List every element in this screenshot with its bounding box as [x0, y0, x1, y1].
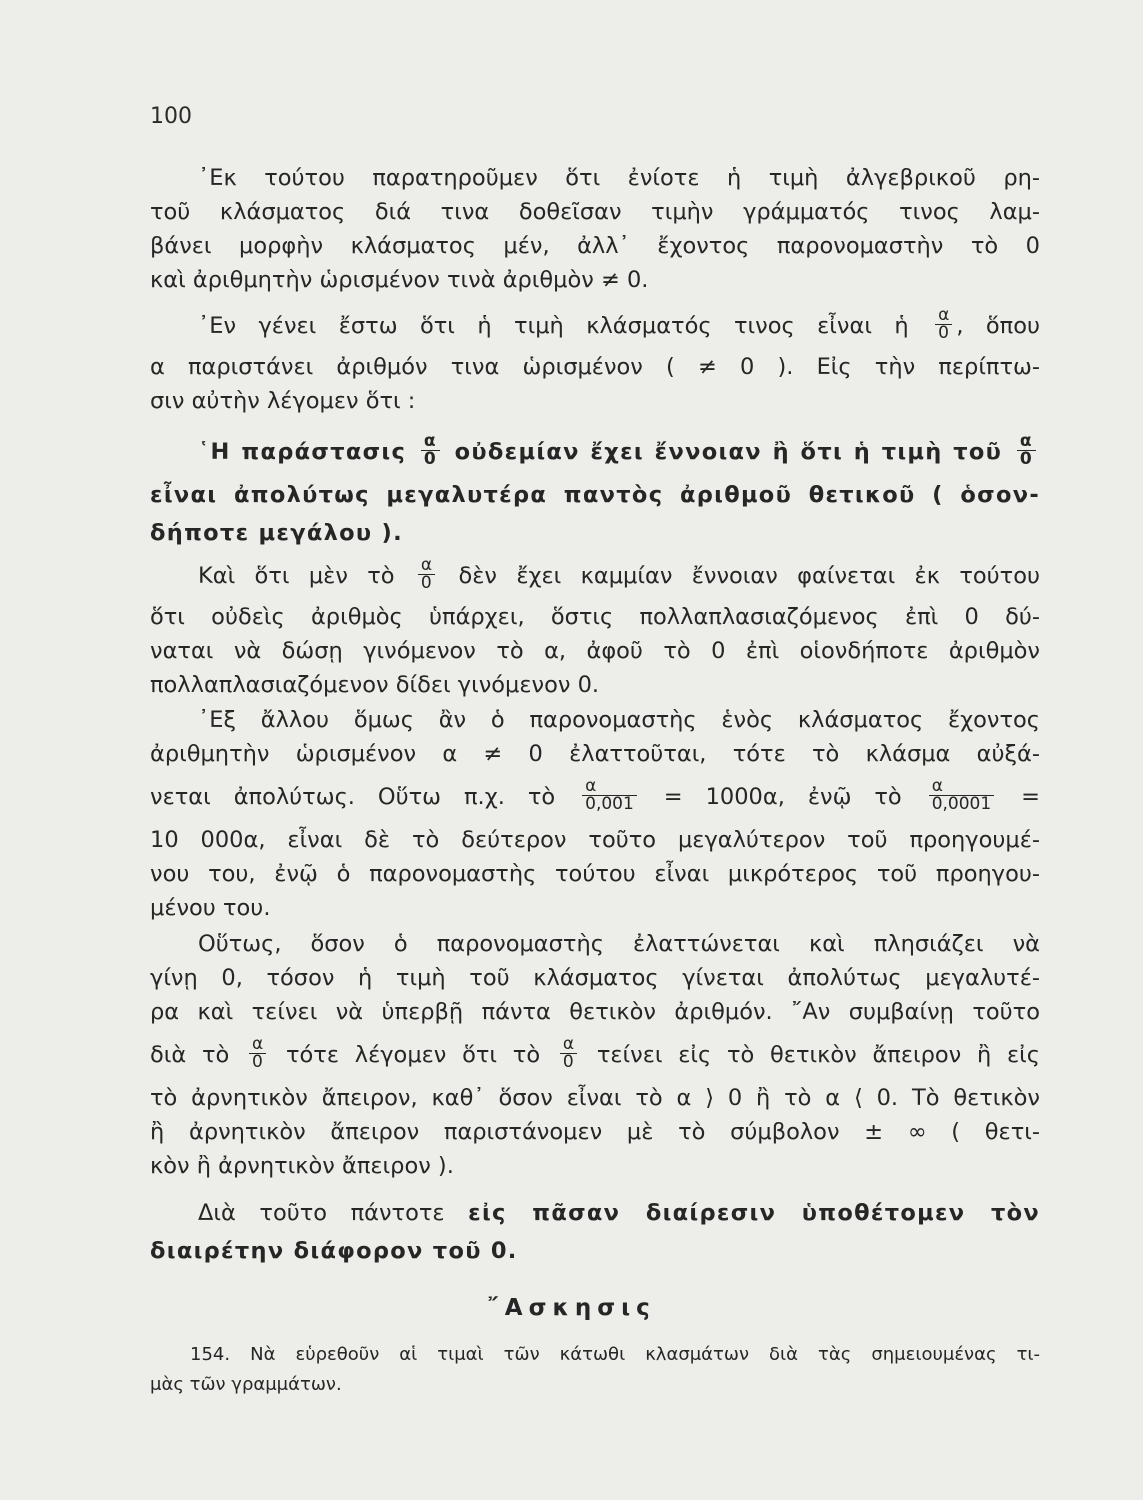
- text-segment-bold: εἰς πᾶσαν διαίρεσιν ὑποθέτομεν τὸν: [468, 1200, 1041, 1226]
- paragraph-1: [150, 161, 1040, 297]
- fraction-denominator: 0: [560, 1053, 577, 1071]
- text-line: ἀριθμητὴν ὡρισμένον α ≠ 0 ἐλαττοῦται, τότε τὸ κλάσμα αὐξά-: [150, 741, 1040, 767]
- fraction-a-over-0: [1017, 433, 1036, 468]
- fraction-a-over-0: [249, 1036, 266, 1071]
- fraction-denominator: 0,001: [582, 795, 637, 813]
- text-line: ὅτι οὐδεὶς ἀριθμὸς ὑπάρχει, ὅστις πολλαπλασιαζόμενος ἐπὶ 0 δύ-: [150, 604, 1040, 630]
- text-segment: διὰ τὸ: [150, 1042, 230, 1068]
- text-line: [150, 552, 1040, 600]
- page-number: 100: [150, 104, 192, 129]
- fraction-denominator: 0: [249, 1053, 266, 1071]
- text-line: εἶναι ἀπολύτως μεγαλυτέρα παντὸς ἀριθμοῦ θετικοῦ ( ὁσον-: [150, 482, 1040, 508]
- text-line: ρα καὶ τείνει νὰ ὑπερβῇ πάντα θετικὸν ἀριθμόν. ῎Αν συμβαίνῃ τοῦτο: [150, 999, 1040, 1025]
- text-segment: ᾿Εν γένει ἔστω ὅτι ἡ τιμὴ κλάσματός τινος εἶναι ἡ: [198, 313, 909, 339]
- text-line: σιν αὐτὴν λέγομεν ὅτι :: [150, 388, 416, 414]
- fraction-denominator: 0,0001: [929, 795, 994, 813]
- text-line: κὸν ἢ ἀρνητικὸν ἄπειρον ).: [150, 1153, 454, 1179]
- fraction-a-over-0: [418, 557, 435, 592]
- fraction-numerator: α: [420, 555, 433, 575]
- text-line: ναται νὰ δώσῃ γινόμενον τὸ α, ἀφοῦ τὸ 0 ἐπὶ οἱονδήποτε ἀριθμὸν: [150, 638, 1040, 664]
- paragraph-3-theorem: [150, 428, 1040, 552]
- fraction-a-over-0: [560, 1036, 577, 1071]
- text-segment: = 1000α, ἐνῷ τὸ: [663, 784, 902, 810]
- text-line: μὰς τῶν γραμμάτων.: [150, 1374, 342, 1395]
- text-line: [150, 1194, 1040, 1232]
- fraction-denominator: 0: [1017, 450, 1036, 468]
- fraction-a-over-0: [935, 307, 952, 342]
- text-line: [150, 1029, 1040, 1081]
- exercise-154: [150, 1340, 1040, 1400]
- paragraph-5: [150, 703, 1040, 925]
- fraction-a-over-0: [421, 433, 440, 468]
- fraction-a-over-00001: [929, 778, 994, 813]
- text-line: ἢ ἀρνητικὸν ἄπειρον παριστάνομεν μὲ τὸ σύμβολον ± ∞ ( θετι-: [150, 1119, 1040, 1145]
- paragraph-2: [150, 302, 1040, 418]
- text-line: διαιρέτην διάφορον τοῦ 0.: [150, 1238, 518, 1264]
- fraction-denominator: 0: [421, 450, 440, 468]
- text-segment: ῾Η παράστασις: [198, 439, 407, 465]
- text-line: δήποτε μεγάλου ).: [150, 520, 403, 546]
- text-segment: , ὅπου: [956, 313, 1041, 339]
- text-segment: τείνει εἰς τὸ θετικὸν ἄπειρον ἢ εἰς: [596, 1042, 1040, 1068]
- fraction-numerator: α: [423, 431, 437, 451]
- text-line: τοῦ κλάσματος διά τινα δοθεῖσαν τιμὴν γράμματός τινος λαμ-: [150, 199, 1040, 225]
- text-line: α παριστάνει ἀριθμόν τινα ὡρισμένον ( ≠ 0 ). Εἰς τὴν περίπτω-: [150, 354, 1040, 380]
- exercise-heading: ῎Ασκησις: [487, 1295, 656, 1321]
- text-line: νου του, ἐνῷ ὁ παρονομαστὴς τούτου εἶναι μικρότερος τοῦ προηγου-: [150, 861, 1040, 887]
- fraction-numerator: α: [931, 776, 943, 796]
- text-line: [150, 302, 1040, 350]
- fraction-denominator: 0: [418, 574, 435, 592]
- text-segment: Καὶ ὅτι μὲν τὸ: [198, 563, 395, 589]
- text-line: μένου του.: [150, 895, 271, 921]
- text-line: καὶ ἀριθμητὴν ὡρισμένον τινὰ ἀριθμὸν ≠ 0.: [150, 267, 649, 293]
- fraction-numerator: α: [252, 1034, 264, 1054]
- text-line: ᾿Εξ ἄλλου ὅμως ἂν ὁ παρονομαστὴς ἑνὸς κλάσματος ἔχοντος: [198, 707, 1040, 733]
- text-segment: δὲν ἔχει καμμίαν ἔννοιαν φαίνεται ἐκ τούτου: [458, 563, 1040, 589]
- fraction-numerator: α: [585, 776, 597, 796]
- paragraph-6: [150, 927, 1040, 1183]
- fraction-numerator: α: [1019, 431, 1033, 451]
- text-segment: οὐδεμίαν ἔχει ἔννοιαν ἢ ὅτι ἡ τιμὴ τοῦ: [454, 439, 1003, 465]
- text-line: 154. Νὰ εὑρεθοῦν αἱ τιμαὶ τῶν κάτωθι κλασμάτων διὰ τὰς σημειουμένας τι-: [190, 1344, 1040, 1365]
- fraction-numerator: α: [562, 1034, 575, 1054]
- text-segment: τότε λέγομεν ὅτι τὸ: [286, 1042, 541, 1068]
- text-line: γίνῃ 0, τόσον ἡ τιμὴ τοῦ κλάσματος γίνεται ἀπολύτως μεγαλυτέ-: [150, 965, 1040, 991]
- text-line: ᾿Εκ τούτου παρατηροῦμεν ὅτι ἐνίοτε ἡ τιμὴ ἀλγεβρικοῦ ρη-: [198, 165, 1040, 191]
- text-line: τὸ ἀρνητικὸν ἄπειρον, καθ᾿ ὅσον εἶναι τὸ α ⟩ 0 ἢ τὸ α ⟨ 0. Τὸ θετικὸν: [150, 1085, 1040, 1111]
- text-line: Οὕτως, ὅσον ὁ παρονομαστὴς ἐλαττώνεται καὶ πλησιάζει νὰ: [198, 931, 1040, 957]
- fraction-a-over-0001: [582, 778, 637, 813]
- fraction-numerator: α: [938, 305, 950, 325]
- text-segment: Διὰ τοῦτο πάντοτε: [198, 1200, 445, 1226]
- text-segment: νεται ἀπολύτως. Οὕτω π.χ. τὸ: [150, 784, 556, 810]
- paragraph-4: [150, 552, 1040, 702]
- text-line: [150, 771, 1040, 823]
- text-segment: =: [1021, 784, 1041, 810]
- text-line: βάνει μορφὴν κλάσματος μέν, ἀλλ᾿ ἔχοντος παρονομαστὴν τὸ 0: [150, 233, 1040, 259]
- paragraph-7: [150, 1194, 1040, 1270]
- text-line: [150, 428, 1040, 476]
- text-line: πολλαπλασιαζόμενον δίδει γινόμενον 0.: [150, 672, 600, 698]
- fraction-denominator: 0: [935, 324, 952, 342]
- text-line: 10 000α, εἶναι δὲ τὸ δεύτερον τοῦτο μεγαλύτερον τοῦ προηγουμέ-: [150, 827, 1040, 853]
